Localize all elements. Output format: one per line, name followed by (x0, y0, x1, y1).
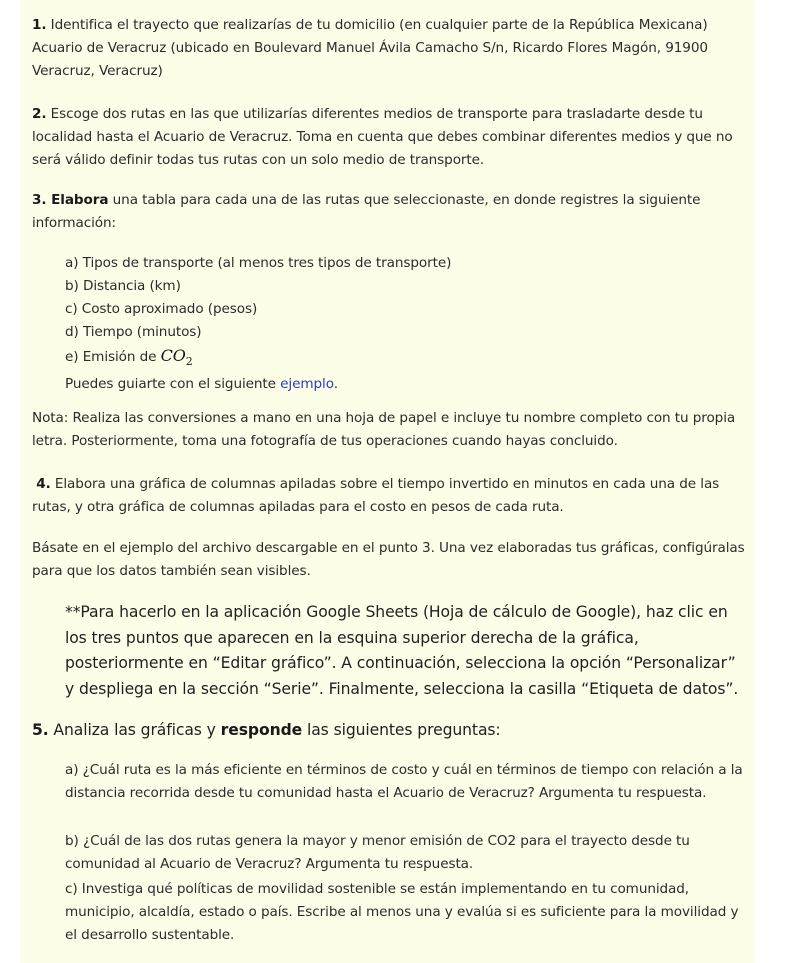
item-1-number: 1. (32, 17, 47, 33)
item-5-verb: responde (220, 721, 303, 739)
item-2 (32, 103, 748, 172)
item-5-prefix: Analiza las gráficas y (48, 721, 221, 739)
question-c: c) Investiga qué políticas de movilidad sostenible se están implementando en tu comunidad, municipio, alcaldía, estado o país. Escribe al menos una y evalúa si es suficiente para la movilidad y el desarrollo sustentable. (65, 881, 739, 943)
list-item-e (65, 344, 748, 373)
co2-formula-subscript: 2 (185, 355, 193, 369)
list-item-e-label: e) Emisión de (65, 349, 161, 365)
question-a: a) ¿Cuál ruta es la más eficiente en términos de costo y cuál en términos de tiempo con relación a la distancia recorrida desde tu comunidad hasta el Acuario de Veracruz? Argumenta tu respuesta. (65, 762, 743, 801)
item-3-list (32, 252, 748, 396)
co2-formula-base: CO (160, 346, 186, 365)
co2-formula (160, 346, 193, 369)
item-2-text: Escoge dos rutas en las que utilizarías diferentes medios de transporte para trasladarte desde tu localidad hasta el Acuario de Veracruz. Toma en cuenta que debes combinar diferentes medios y que no será válido definir todas tus rutas con un solo medio de transporte. (32, 106, 733, 168)
item-3-number: 3. (32, 192, 47, 208)
item-5-number: 5. (32, 721, 49, 739)
list-item-d: d) Tiempo (minutos) (65, 324, 202, 340)
instructions-panel (20, 0, 755, 963)
list-item-a: a) Tipos de transporte (al menos tres tipos de transporte) (65, 255, 452, 271)
item-1-text: Identifica el trayecto que realizarías de tu domicilio (en cualquier parte de la República Mexicana) Acuario de Veracruz (ubicado en Boulevard Manuel Ávila Camacho S/n, Ricardo Flores Magón, 91900 Veracruz, Veracruz) (32, 17, 708, 79)
google-sheets-tip: **Para hacerlo en la aplicación Google Sheets (Hoja de cálculo de Google), haz clic en los tres puntos que aparecen en la esquina superior derecha de la gráfica, posteriormente en “Editar gráfico”. A continuación, selecciona la opción “Personalizar” y despliega en la sección “Serie”. Finalmente, selecciona la casilla “Etiqueta de datos”. (65, 603, 739, 698)
item-5 (32, 718, 748, 743)
guide-prefix: Puedes guiarte con el siguiente (65, 376, 281, 393)
item-1 (32, 14, 748, 83)
item-2-number: 2. (32, 106, 47, 122)
item-3 (32, 189, 748, 235)
item-4-text: Elabora una gráfica de columnas apiladas sobre el tiempo invertido en minutos en cada una de las rutas, y otra gráfica de columnas apiladas para el costo en pesos de cada ruta. (32, 476, 720, 515)
note-paragraph: Nota: Realiza las conversiones a mano en una hoja de papel e incluye tu nombre completo con tu propia letra. Posteriormente, toma una fotografía de tus operaciones cuando hayas concluido. (32, 410, 736, 449)
guide-line (65, 373, 748, 396)
item-4 (32, 473, 748, 519)
list-item-b: b) Distancia (km) (65, 278, 181, 294)
item-4-number: 4. (36, 476, 51, 492)
list-item-c: c) Costo aproximado (pesos) (65, 301, 258, 317)
guide-suffix: . (333, 376, 338, 393)
item-3-text: una tabla para cada una de las rutas que seleccionaste, en donde registres la siguiente información: (32, 192, 701, 231)
item-5-suffix: las siguientes preguntas: (302, 721, 501, 739)
basate-paragraph: Básate en el ejemplo del archivo descargable en el punto 3. Una vez elaboradas tus gráficas, configúralas para que los datos también sean visibles. (32, 540, 745, 579)
example-link[interactable]: ejemplo (280, 376, 334, 393)
item-3-verb: Elabora (46, 192, 109, 208)
question-b: b) ¿Cuál de las dos rutas genera la mayor y menor emisión de CO2 para el trayecto desde tu comunidad al Acuario de Veracruz? Argumenta tu respuesta. (65, 833, 690, 872)
